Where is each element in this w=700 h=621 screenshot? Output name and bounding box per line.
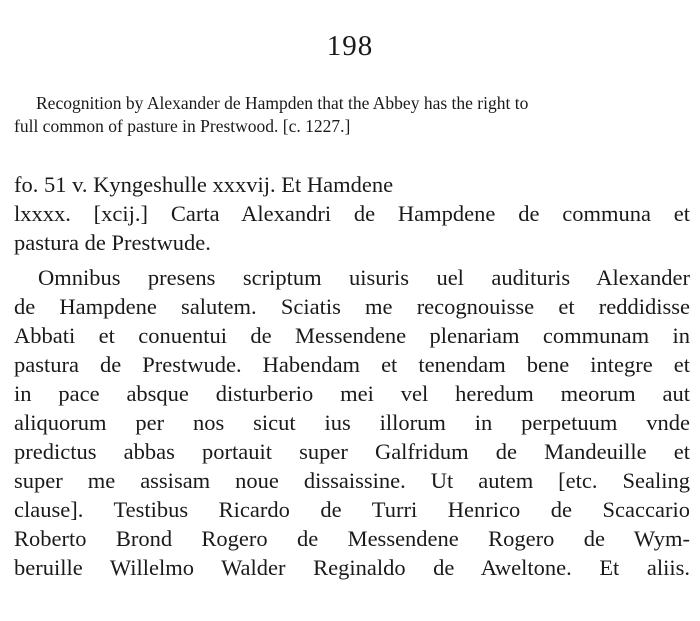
charter-line: beruille Willelmo Walder Reginaldo de Aweltone. Et aliis. <box>14 555 690 580</box>
page-number: 198 <box>326 30 374 62</box>
charter-line: predictus abbas portauit super Galfridum de Mandeuille et <box>14 439 690 464</box>
charter-line: in pace absque disturberio mei vel heredum meorum aut <box>14 381 690 406</box>
editorial-summary <box>14 92 692 138</box>
charter-line: Omnibus presens scriptum uisuris uel audituris Alexander <box>38 265 690 290</box>
heading-line: fo. 51 v. Kyngeshulle xxxvij. Et Hamdene <box>14 172 394 197</box>
heading-line: pastura de Prestwude. <box>14 230 211 255</box>
summary-line: Recognition by Alexander de Hampden that the Abbey has the right to <box>36 93 529 113</box>
charter-line: super me assisam noue dissaissine. Ut autem [etc. Sealing <box>14 468 690 493</box>
charter-line: de Hampdene salutem. Sciatis me recognouisse et reddidisse <box>14 294 690 319</box>
heading-line: lxxxx. [xcij.] Carta Alexandri de Hampdene de communa et <box>14 201 690 226</box>
summary-line: full common of pasture in Prestwood. [c. 1227.] <box>14 116 351 136</box>
charter-line: Abbati et conuentui de Messendene plenariam communam in <box>14 323 690 348</box>
charter-text <box>14 170 690 582</box>
charter-line: clause]. Testibus Ricardo de Turri Henrico de Scaccario <box>14 497 690 522</box>
charter-line: pastura de Prestwude. Habendam et tenendam bene integre et <box>14 352 690 377</box>
charter-line: aliquorum per nos sicut ius illorum in perpetuum vnde <box>14 410 690 435</box>
charter-line: Roberto Brond Rogero de Messendene Rogero de Wym- <box>14 526 690 551</box>
